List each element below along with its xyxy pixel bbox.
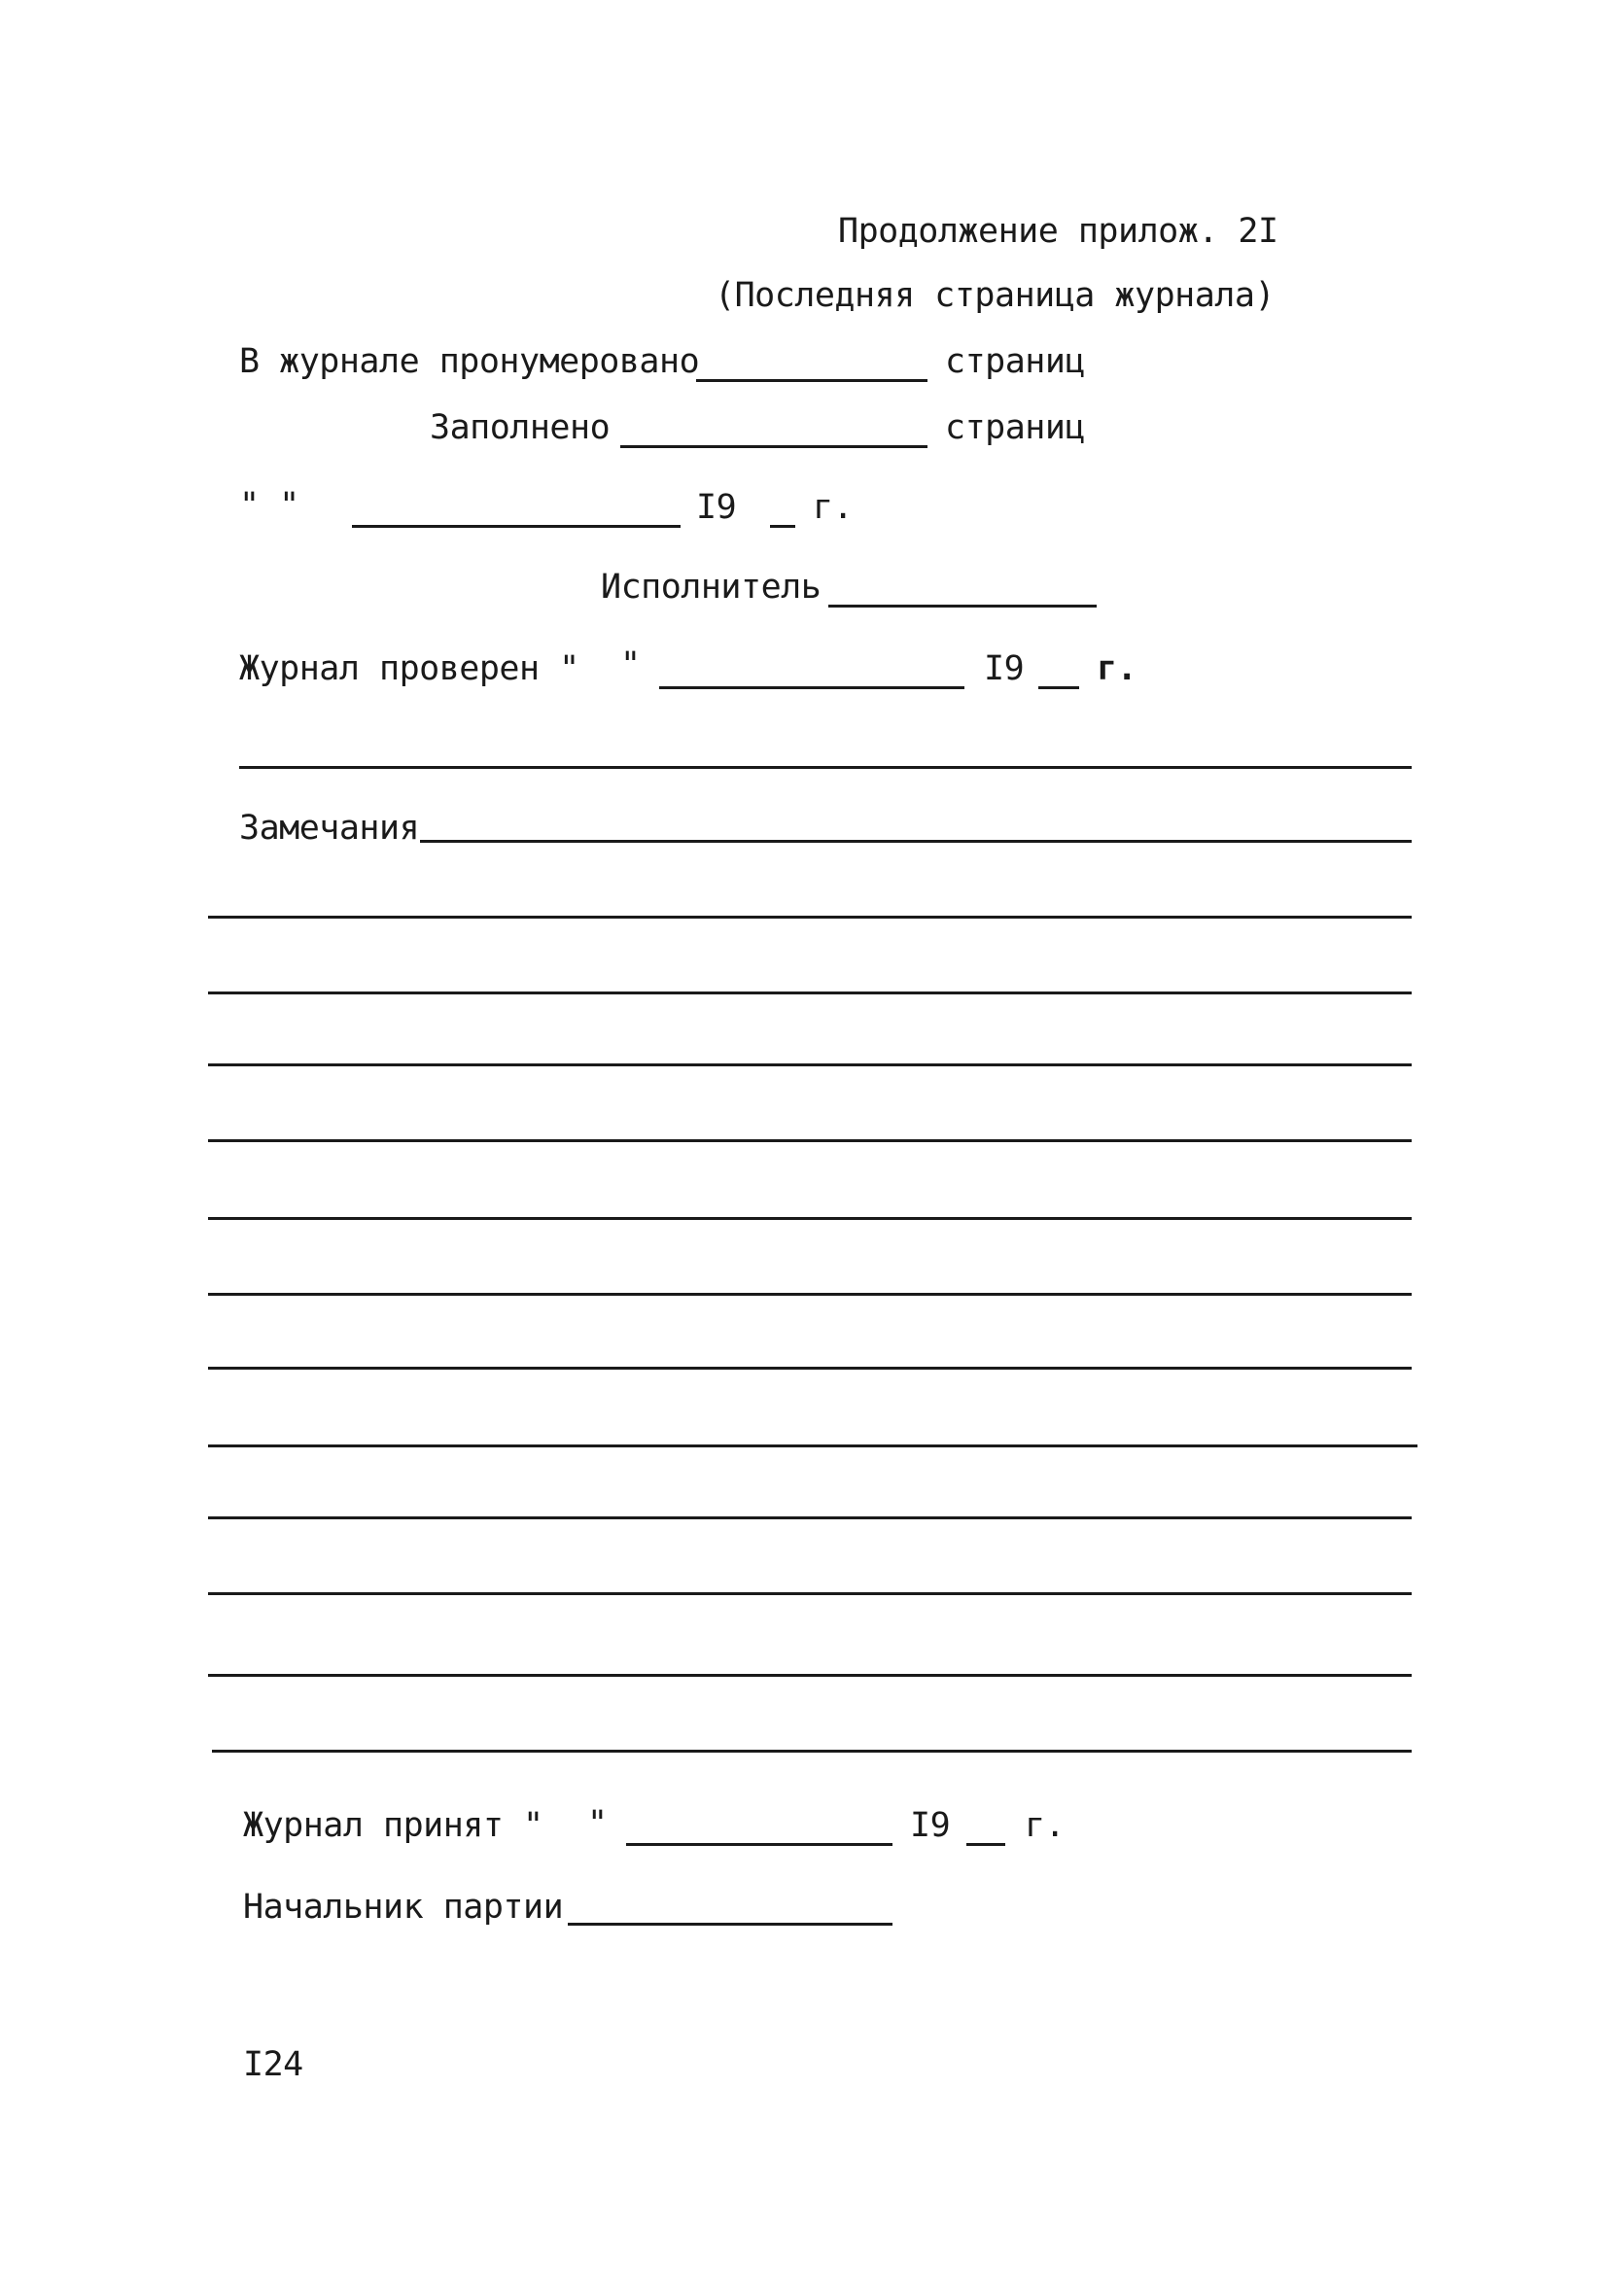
filled-pages-label: Заполнено bbox=[430, 408, 611, 447]
remarks-line-4[interactable] bbox=[208, 1063, 1412, 1066]
chief-label: Начальник партии bbox=[243, 1888, 564, 1927]
date-year-suffix: г. bbox=[813, 488, 854, 527]
checked-quote-close: " bbox=[620, 645, 641, 684]
accepted-label: Журнал принят " bbox=[243, 1806, 543, 1845]
remarks-line-12[interactable] bbox=[208, 1674, 1412, 1677]
numbered-pages-field[interactable] bbox=[696, 379, 927, 382]
date-year-field[interactable] bbox=[770, 525, 795, 528]
executor-label: Исполнитель bbox=[601, 568, 822, 607]
checked-year-field[interactable] bbox=[1038, 686, 1079, 689]
remarks-label: Замечания bbox=[239, 809, 420, 848]
remarks-line-11[interactable] bbox=[208, 1592, 1412, 1595]
remarks-line-7[interactable] bbox=[208, 1293, 1412, 1296]
remarks-line-10[interactable] bbox=[208, 1516, 1412, 1519]
accepted-date-field[interactable] bbox=[626, 1843, 892, 1846]
checked-date-field[interactable] bbox=[659, 686, 964, 689]
checked-label: Журнал проверен " bbox=[239, 649, 579, 688]
executor-field[interactable] bbox=[828, 605, 1097, 608]
accepted-year-prefix: I9 bbox=[910, 1806, 951, 1845]
remarks-line-5[interactable] bbox=[208, 1139, 1412, 1142]
remarks-line-8[interactable] bbox=[208, 1367, 1412, 1370]
accepted-year-field[interactable] bbox=[966, 1843, 1005, 1846]
accepted-quote-close: " bbox=[587, 1804, 608, 1843]
continuation-heading: Продолжение прилож. 2I bbox=[838, 212, 1278, 251]
remarks-line-6[interactable] bbox=[208, 1217, 1412, 1220]
chief-signature-field[interactable] bbox=[568, 1923, 892, 1926]
date-month-field[interactable] bbox=[352, 525, 681, 528]
numbered-pages-label: В журнале пронумеровано bbox=[239, 342, 700, 381]
remarks-line-9[interactable] bbox=[208, 1444, 1417, 1447]
filled-pages-suffix: страниц bbox=[945, 408, 1086, 447]
remarks-line-3[interactable] bbox=[208, 991, 1412, 994]
separator-line bbox=[239, 766, 1412, 769]
numbered-pages-suffix: страниц bbox=[945, 342, 1086, 381]
checked-year-suffix: г. bbox=[1097, 649, 1137, 688]
checked-year-prefix: I9 bbox=[984, 649, 1025, 688]
accepted-year-suffix: г. bbox=[1025, 1806, 1066, 1845]
remarks-line-1[interactable] bbox=[420, 840, 1412, 843]
page-subtitle: (Последняя страница журнала) bbox=[715, 276, 1276, 315]
filled-pages-field[interactable] bbox=[620, 445, 927, 448]
date-quotes: " " bbox=[239, 486, 299, 525]
date-year-prefix: I9 bbox=[696, 488, 737, 527]
remarks-line-2[interactable] bbox=[208, 916, 1412, 919]
remarks-line-13[interactable] bbox=[212, 1750, 1412, 1753]
page-number: I24 bbox=[243, 2045, 303, 2084]
